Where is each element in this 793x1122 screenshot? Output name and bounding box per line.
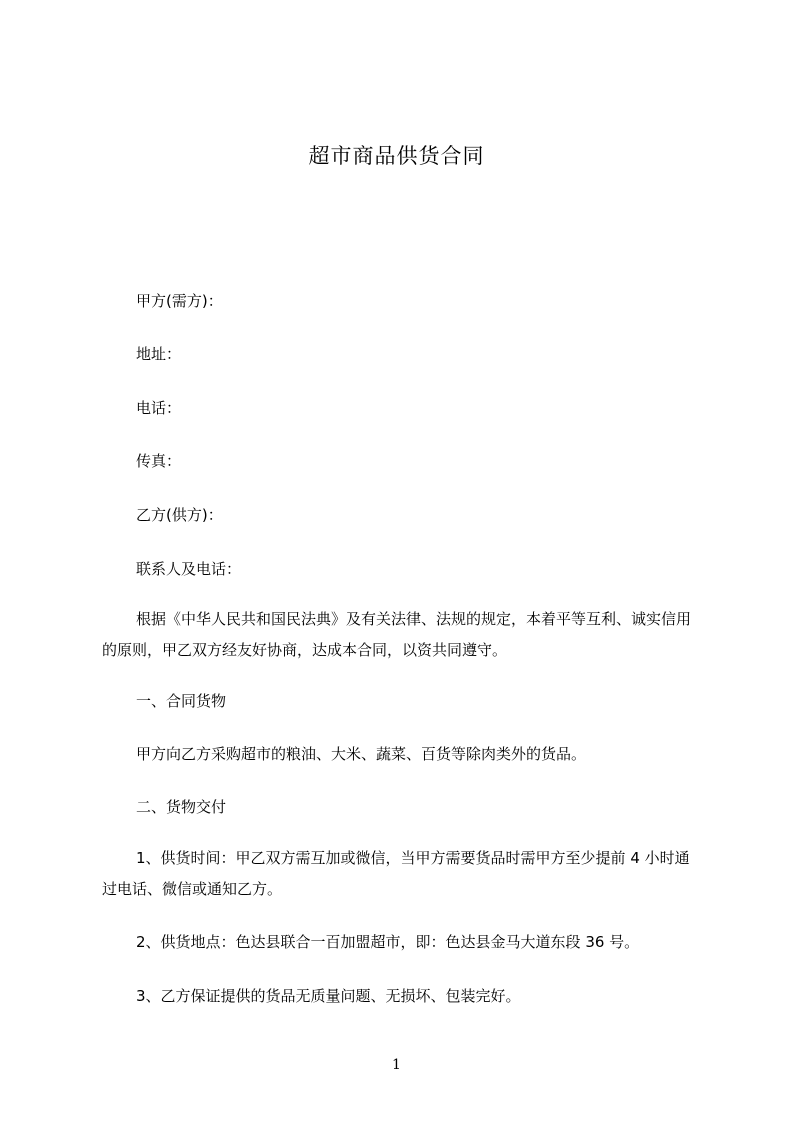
section-1-heading: 一、合同货物 (136, 692, 227, 710)
section-2-item-3: 3、乙方保证提供的货品无质量问题、无损坏、包装完好。 (136, 987, 521, 1005)
fax-field: 传真： (136, 452, 182, 470)
section-1-text: 甲方向乙方采购超市的粮油、大米、蔬菜、百货等除肉类外的货品。 (136, 745, 587, 763)
section-2-item-1: 1、供货时间：甲乙双方需互加或微信，当甲方需要货品时需甲方至少提前 4 小时通过电话、微信或通知乙方。 (102, 849, 690, 898)
section-2-heading: 二、货物交付 (136, 798, 227, 816)
preamble-paragraph: 根据《中华人民共和国民法典》及有关法律、法规的规定，本着平等互利、诚实信用的原则，甲乙双方经友好协商，达成本合同，以资共同遵守。 (102, 610, 692, 659)
contact-field: 联系人及电话： (136, 560, 242, 578)
address-field: 地址： (136, 345, 182, 363)
party-a-field: 甲方(需方)： (136, 292, 223, 310)
phone-field: 电话： (136, 399, 182, 417)
page-number: 1 (392, 1057, 401, 1073)
page-title: 超市商品供货合同 (308, 144, 485, 168)
party-b-field: 乙方(供方)： (136, 506, 223, 524)
section-2-item-2: 2、供货地点：色达县联合一百加盟超市，即：色达县金马大道东段 36 号。 (136, 933, 640, 951)
